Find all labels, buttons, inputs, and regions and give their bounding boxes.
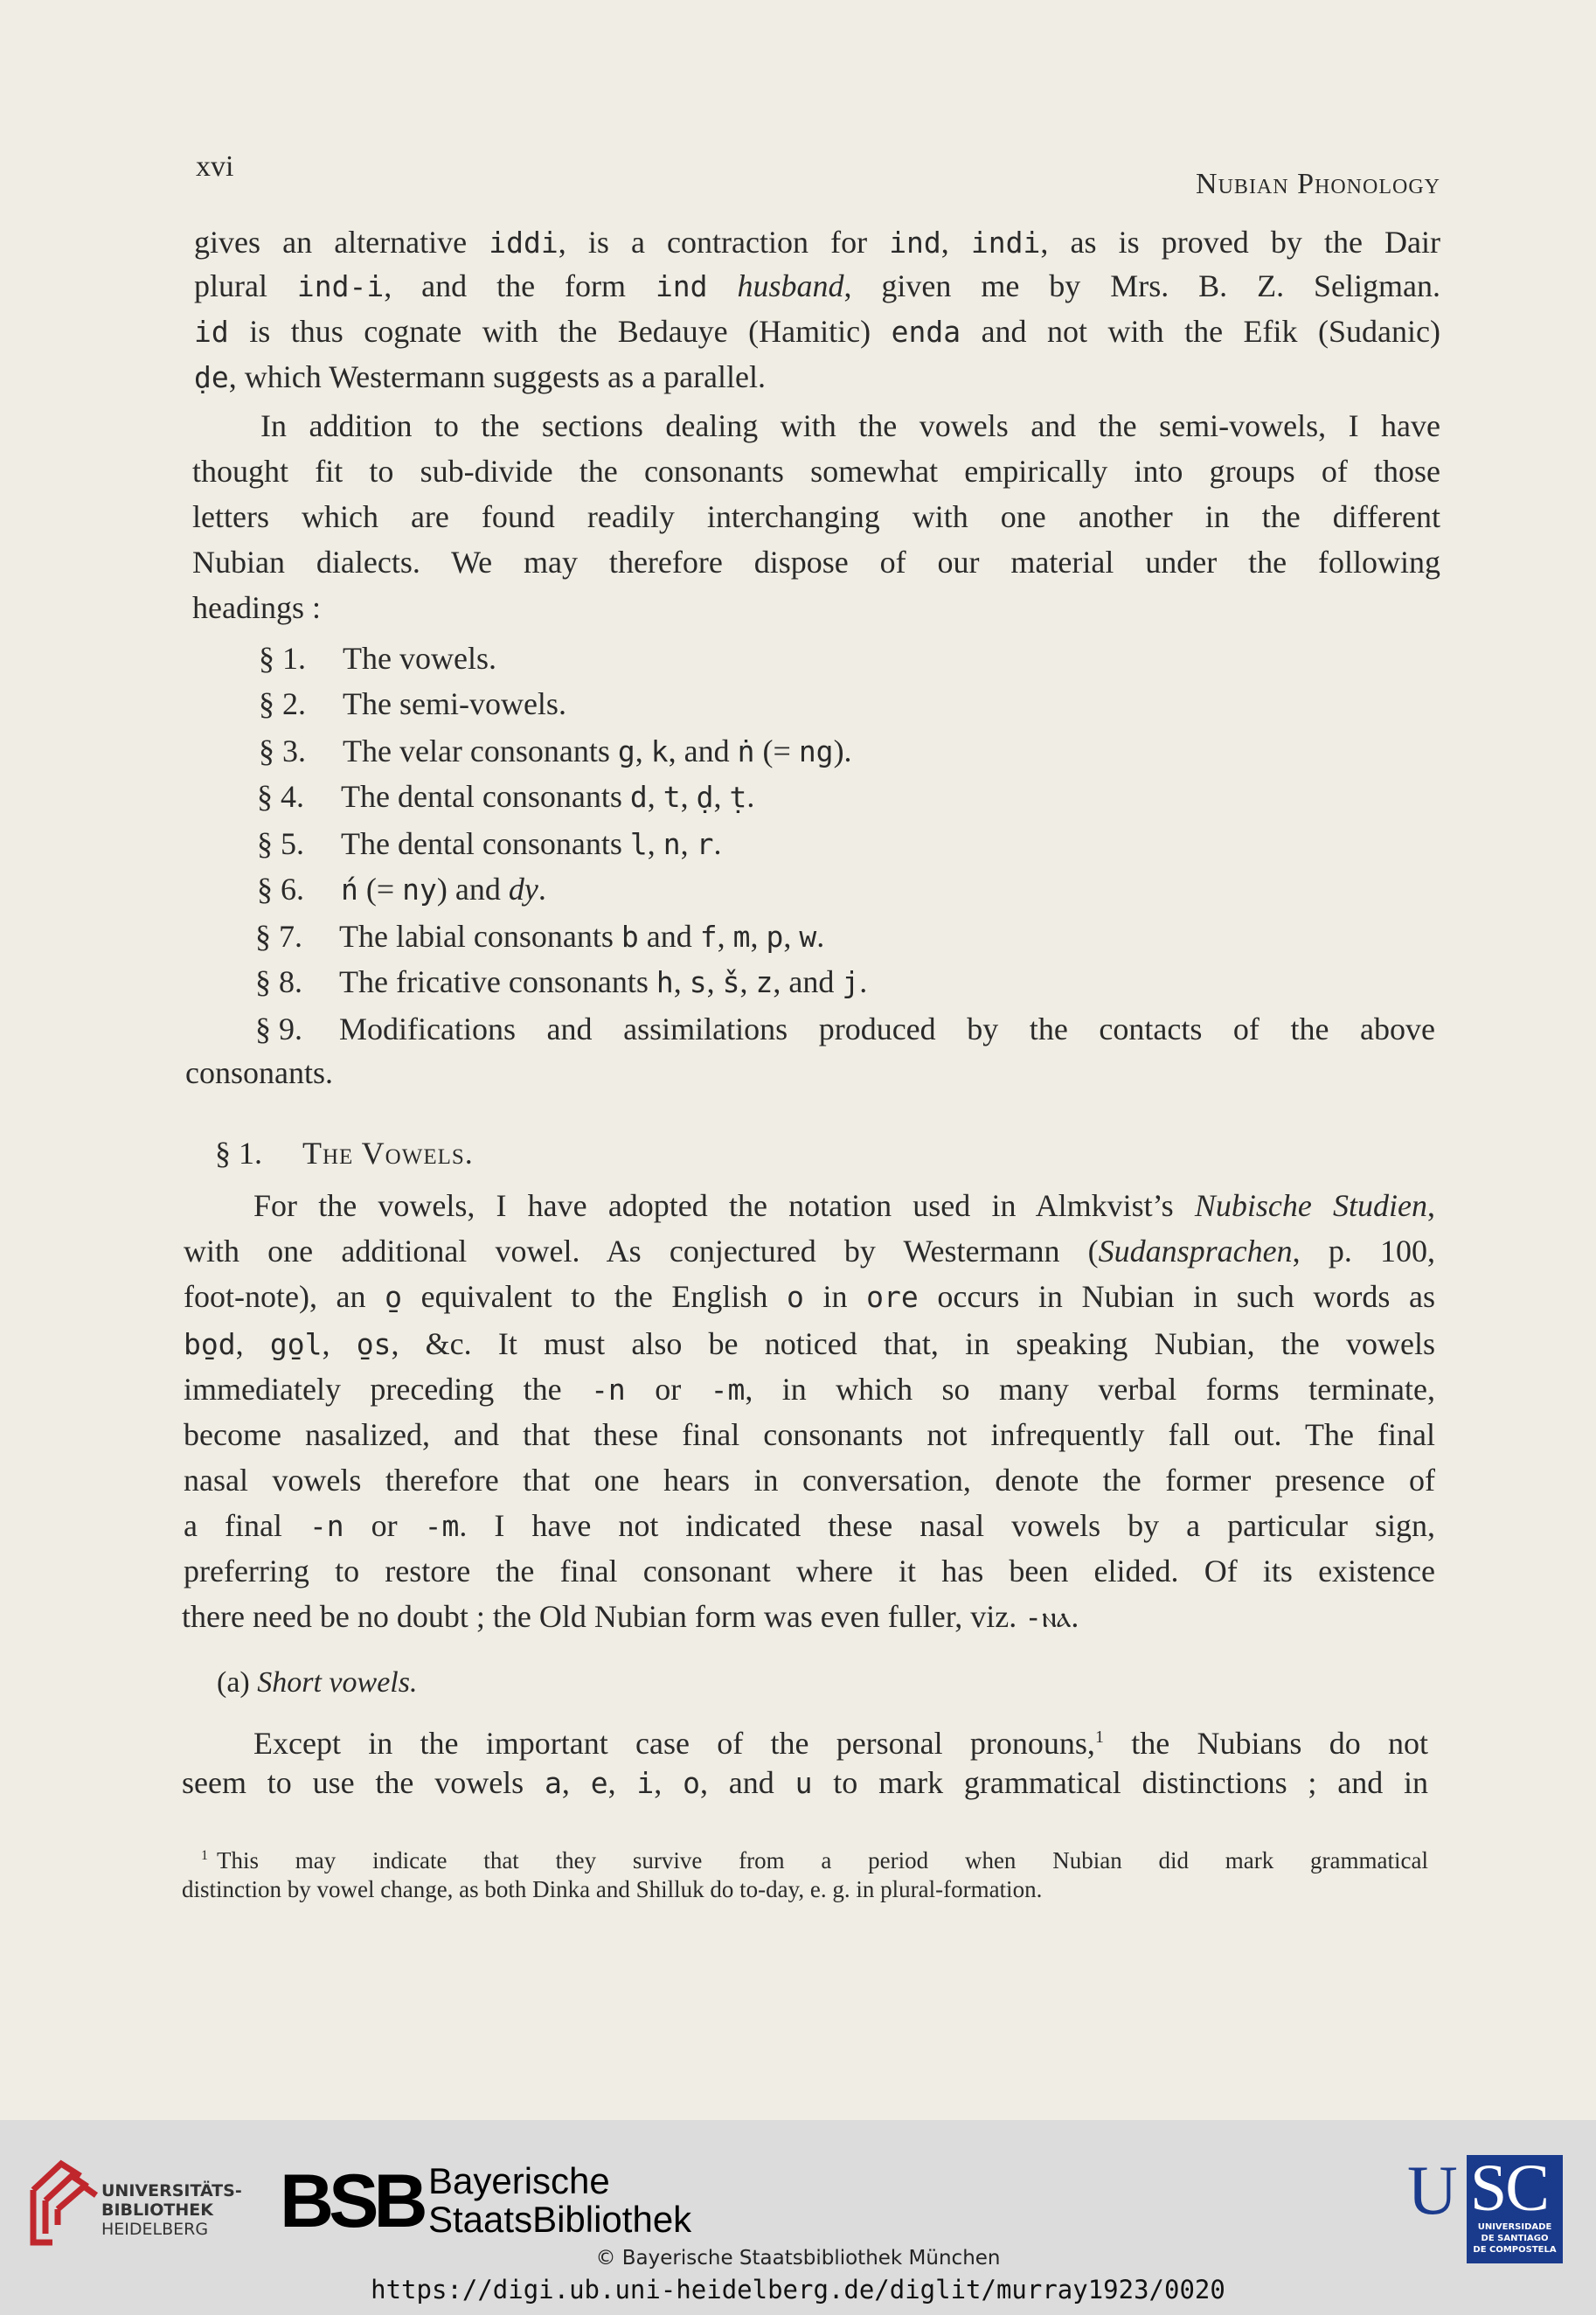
- section-sym: § 9.: [255, 1012, 302, 1046]
- footer-bar: [0, 2120, 1596, 2315]
- footnote-line: $^1$ This may indicate that they survive from a period when Nubian did mark grammatical: [201, 1847, 1428, 1874]
- section-item: Modifications and assimilations produced by the contacts of the above: [339, 1012, 1435, 1046]
- text-line: For the vowels, I have adopted the notation used in Almkvist’s Nubische Studien,: [253, 1188, 1435, 1223]
- bsb-name: Bayerische StaatsBibliothek: [428, 2160, 692, 2240]
- text-line: gives an alternative iddi, is a contraction for ind, indi, as is proved by the Dair: [194, 225, 1441, 260]
- section-sym: § 5.: [257, 826, 304, 861]
- section-item: The fricative consonants h, s, š, z, and j.: [339, 964, 868, 999]
- ub-heidelberg-icon: [26, 2155, 105, 2251]
- usc-logo[interactable]: [1407, 2152, 1573, 2260]
- section-item: The dental consonants l, n, r.: [341, 826, 722, 861]
- section-sym: § 4.: [257, 779, 304, 814]
- page-number: xvi: [196, 150, 234, 183]
- text-line: ḍe, which Westermann suggests as a parallel.: [194, 359, 767, 394]
- section-sym: § 8.: [255, 964, 302, 999]
- subheading: (a) Short vowels.: [217, 1666, 418, 1699]
- text-line: bo̱d, go̱l, o̱s, &c. It must also be noticed that, in speaking Nubian, the vowels: [184, 1326, 1435, 1361]
- section-heading-sym: § 1.: [215, 1136, 262, 1171]
- section-item: The velar consonants g, k, and ṅ (= ng).: [343, 733, 852, 768]
- section-heading: The Vowels.: [302, 1136, 474, 1171]
- usc-mark-sc: SC: [1470, 2152, 1548, 2225]
- bsb-mark: BSB: [280, 2159, 423, 2243]
- text-line: plural ind-i, and the form ind husband, given me by Mrs. B. Z. Seligman.: [194, 268, 1440, 303]
- text-line: there need be no doubt ; the Old Nubian form was even fuller, viz. -ⲛⲁ.: [182, 1599, 1079, 1634]
- text-line: with one additional vowel. As conjectured by Westermann (Sudansprachen, p. 100,: [184, 1234, 1435, 1269]
- usc-text: UNIVERSIDADE DE SANTIAGO DE COMPOSTELA: [1473, 2222, 1557, 2255]
- usc-box: [1467, 2152, 1563, 2263]
- footnote-line: distinction by vowel change, as both Dinka and Shilluk do to-day, e. g. in plural-formation.: [182, 1876, 1043, 1902]
- section-sym: § 3.: [259, 733, 306, 768]
- text-line: seem to use the vowels a, e, i, o, and u to mark grammatical distinctions ; and in: [182, 1765, 1429, 1800]
- ub-heidelberg-logo[interactable]: [26, 2155, 242, 2251]
- section-sym: § 6.: [257, 872, 304, 907]
- permalink-url[interactable]: https://digi.ub.uni-heidelberg.de/diglit/murray1923/0020: [371, 2275, 1225, 2305]
- text-line: consonants.: [185, 1055, 333, 1090]
- usc-mark-u: U: [1407, 2152, 1458, 2229]
- section-item: ń (= ny) and dy.: [341, 872, 546, 907]
- text-line: Nubian dialects. We may therefore dispose of our material under the following: [192, 545, 1440, 580]
- text-line: id is thus cognate with the Bedauye (Hamitic) enda and not with the Efik (Sudanic): [194, 314, 1440, 349]
- text-line: foot-note), an o̱ equivalent to the English o in ore occurs in Nubian in such words as: [184, 1279, 1435, 1314]
- section-item: The semi-vowels.: [343, 686, 566, 721]
- ub-logo-text: UNIVERSITÄTS- BIBLIOTHEK HEIDELBERG: [101, 2181, 242, 2239]
- section-item: The labial consonants b and f, m, p, w.: [339, 919, 825, 954]
- text-line: become nasalized, and that these final consonants not infrequently fall out. The final: [184, 1417, 1435, 1452]
- text-line: In addition to the sections dealing with the vowels and the semi-vowels, I have: [260, 408, 1440, 443]
- text-line: immediately preceding the -n or -m, in which so many verbal forms terminate,: [184, 1372, 1435, 1407]
- section-item: The dental consonants d, t, ḍ, ṭ.: [341, 779, 755, 814]
- text-line: a final -n or -m. I have not indicated these nasal vowels by a particular sign,: [184, 1508, 1435, 1543]
- section-sym: § 1.: [259, 641, 306, 676]
- text-line: Except in the important case of the personal pronouns,$^1$ the Nubians do not: [253, 1726, 1428, 1761]
- copyright-text: © Bayerische Staatsbibliothek München: [595, 2247, 1001, 2270]
- running-title: Nubian Phonology: [1196, 168, 1440, 200]
- section-item: The vowels.: [343, 641, 496, 676]
- text-line: thought fit to sub-divide the consonants somewhat empirically into groups of those: [192, 454, 1440, 489]
- bsb-logo[interactable]: [280, 2155, 690, 2251]
- text-line: letters which are found readily interchanging with one another in the different: [192, 499, 1440, 534]
- text-line: preferring to restore the final consonant where it has been elided. Of its existence: [184, 1554, 1435, 1589]
- section-sym: § 7.: [255, 919, 302, 954]
- section-sym: § 2.: [259, 686, 306, 721]
- text-line: nasal vowels therefore that one hears in conversation, denote the former presence of: [184, 1463, 1435, 1498]
- text-line: headings :: [192, 590, 321, 625]
